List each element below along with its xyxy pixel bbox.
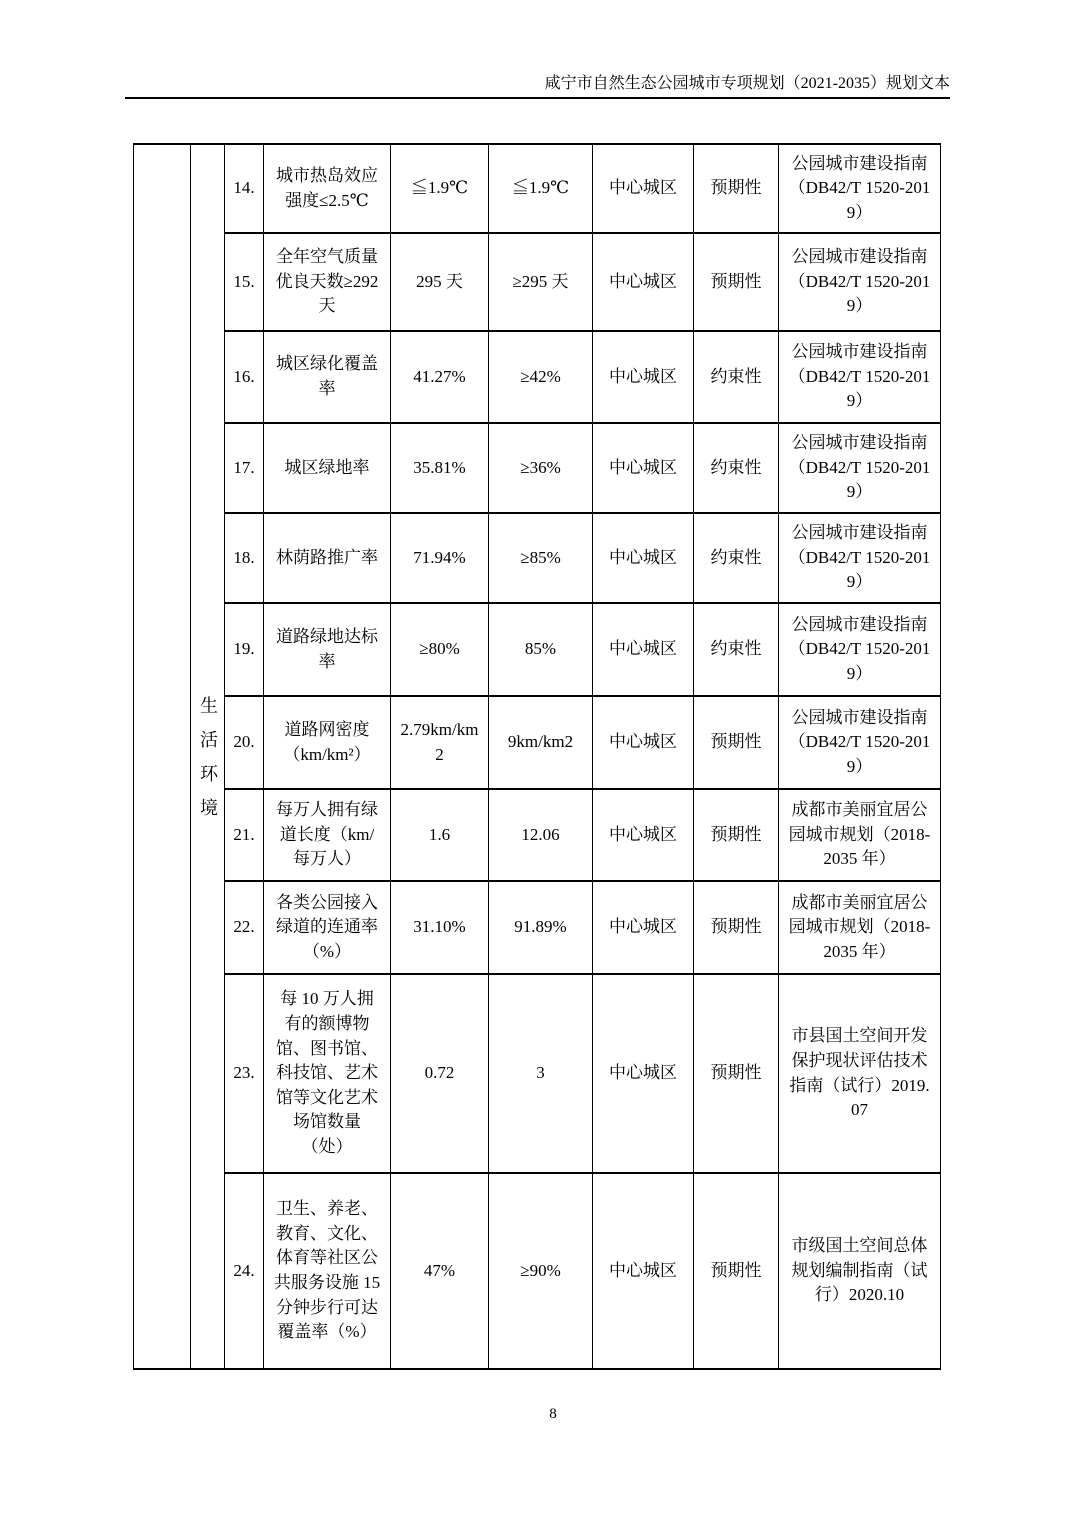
table-row xyxy=(134,331,941,423)
row-number-cell: 17. xyxy=(225,423,264,513)
current-value-cell: 71.94% xyxy=(391,513,489,603)
row-number-cell: 14. xyxy=(225,144,264,233)
target-value-cell: 9km/km2 xyxy=(489,696,593,789)
indicator-cell: 城市热岛效应强度≤2.5℃ xyxy=(264,144,391,233)
target-value-cell: 12.06 xyxy=(489,789,593,881)
page-number: 8 xyxy=(549,1406,557,1422)
category-cell xyxy=(191,144,225,1369)
current-value-cell: 35.81% xyxy=(391,423,489,513)
row-number-cell: 24. xyxy=(225,1173,264,1369)
current-value-cell: 295 天 xyxy=(391,233,489,331)
attribute-cell: 预期性 xyxy=(694,1173,779,1369)
target-value-cell: ≥90% xyxy=(489,1173,593,1369)
target-value-cell: 85% xyxy=(489,603,593,696)
scope-cell: 中心城区 xyxy=(593,144,694,233)
scope-cell: 中心城区 xyxy=(593,1173,694,1369)
attribute-cell: 预期性 xyxy=(694,789,779,881)
indicator-cell: 道路网密度（km/km²） xyxy=(264,696,391,789)
source-cell: 公园城市建设指南（DB42/T 1520-2019） xyxy=(779,233,941,331)
header-rule xyxy=(125,97,950,99)
attribute-cell: 约束性 xyxy=(694,423,779,513)
source-cell: 市级国土空间总体规划编制指南（试行）2020.10 xyxy=(779,1173,941,1369)
source-cell: 公园城市建设指南（DB42/T 1520-2019） xyxy=(779,423,941,513)
table-row xyxy=(134,696,941,789)
scope-cell: 中心城区 xyxy=(593,331,694,423)
row-number-cell: 19. xyxy=(225,603,264,696)
target-value-cell: 91.89% xyxy=(489,881,593,974)
target-value-cell: ≥85% xyxy=(489,513,593,603)
indicator-cell: 城区绿地率 xyxy=(264,423,391,513)
current-value-cell: 47% xyxy=(391,1173,489,1369)
row-number-cell: 16. xyxy=(225,331,264,423)
source-cell: 公园城市建设指南（DB42/T 1520-2019） xyxy=(779,331,941,423)
source-cell: 公园城市建设指南（DB42/T 1520-2019） xyxy=(779,144,941,233)
row-number-cell: 20. xyxy=(225,696,264,789)
attribute-cell: 预期性 xyxy=(694,233,779,331)
table-row xyxy=(134,603,941,696)
row-number-cell: 23. xyxy=(225,974,264,1173)
indicator-cell: 各类公园接入绿道的连通率（%） xyxy=(264,881,391,974)
table-row xyxy=(134,513,941,603)
category-spacer-cell xyxy=(134,144,191,1369)
table-row xyxy=(134,423,941,513)
current-value-cell: 41.27% xyxy=(391,331,489,423)
row-number-cell: 22. xyxy=(225,881,264,974)
scope-cell: 中心城区 xyxy=(593,603,694,696)
current-value-cell: 0.72 xyxy=(391,974,489,1173)
table-row xyxy=(134,144,941,233)
indicator-table-body xyxy=(134,144,941,1369)
source-cell: 市县国土空间开发保护现状评估技术指南（试行）2019.07 xyxy=(779,974,941,1173)
scope-cell: 中心城区 xyxy=(593,423,694,513)
current-value-cell: 2.79km/km2 xyxy=(391,696,489,789)
scope-cell: 中心城区 xyxy=(593,974,694,1173)
current-value-cell: 1.6 xyxy=(391,789,489,881)
attribute-cell: 预期性 xyxy=(694,974,779,1173)
row-number-cell: 15. xyxy=(225,233,264,331)
scope-cell: 中心城区 xyxy=(593,233,694,331)
table-row xyxy=(134,789,941,881)
indicator-cell: 林荫路推广率 xyxy=(264,513,391,603)
row-number-cell: 21. xyxy=(225,789,264,881)
scope-cell: 中心城区 xyxy=(593,513,694,603)
table-row xyxy=(134,974,941,1173)
indicator-cell: 城区绿化覆盖率 xyxy=(264,331,391,423)
scope-cell: 中心城区 xyxy=(593,881,694,974)
source-cell: 公园城市建设指南（DB42/T 1520-2019） xyxy=(779,696,941,789)
indicator-cell: 卫生、养老、教育、文化、体育等社区公共服务设施 15 分钟步行可达覆盖率（%） xyxy=(264,1173,391,1369)
indicator-cell: 道路绿地达标率 xyxy=(264,603,391,696)
header-title: 咸宁市自然生态公园城市专项规划（2021-2035）规划文本 xyxy=(544,75,950,92)
source-cell: 公园城市建设指南（DB42/T 1520-2019） xyxy=(779,603,941,696)
table-row xyxy=(134,1173,941,1369)
indicator-table xyxy=(133,143,941,1370)
target-value-cell: ≥42% xyxy=(489,331,593,423)
indicator-cell: 每万人拥有绿道长度（km/每万人） xyxy=(264,789,391,881)
indicator-cell: 全年空气质量优良天数≥292 天 xyxy=(264,233,391,331)
source-cell: 成都市美丽宜居公园城市规划（2018-2035 年） xyxy=(779,789,941,881)
scope-cell: 中心城区 xyxy=(593,696,694,789)
target-value-cell: 3 xyxy=(489,974,593,1173)
table-row xyxy=(134,233,941,331)
table-row xyxy=(134,881,941,974)
current-value-cell: ≦1.9℃ xyxy=(391,144,489,233)
attribute-cell: 预期性 xyxy=(694,144,779,233)
target-value-cell: ≦1.9℃ xyxy=(489,144,593,233)
source-cell: 公园城市建设指南（DB42/T 1520-2019） xyxy=(779,513,941,603)
source-cell: 成都市美丽宜居公园城市规划（2018-2035 年） xyxy=(779,881,941,974)
target-value-cell: ≥295 天 xyxy=(489,233,593,331)
scope-cell: 中心城区 xyxy=(593,789,694,881)
target-value-cell: ≥36% xyxy=(489,423,593,513)
category-label: 生活环境 xyxy=(200,695,218,818)
current-value-cell: 31.10% xyxy=(391,881,489,974)
row-number-cell: 18. xyxy=(225,513,264,603)
attribute-cell: 预期性 xyxy=(694,881,779,974)
indicator-cell: 每 10 万人拥有的额博物馆、图书馆、科技馆、艺术馆等文化艺术场馆数量（处） xyxy=(264,974,391,1173)
attribute-cell: 预期性 xyxy=(694,696,779,789)
current-value-cell: ≥80% xyxy=(391,603,489,696)
attribute-cell: 约束性 xyxy=(694,603,779,696)
attribute-cell: 约束性 xyxy=(694,331,779,423)
attribute-cell: 约束性 xyxy=(694,513,779,603)
